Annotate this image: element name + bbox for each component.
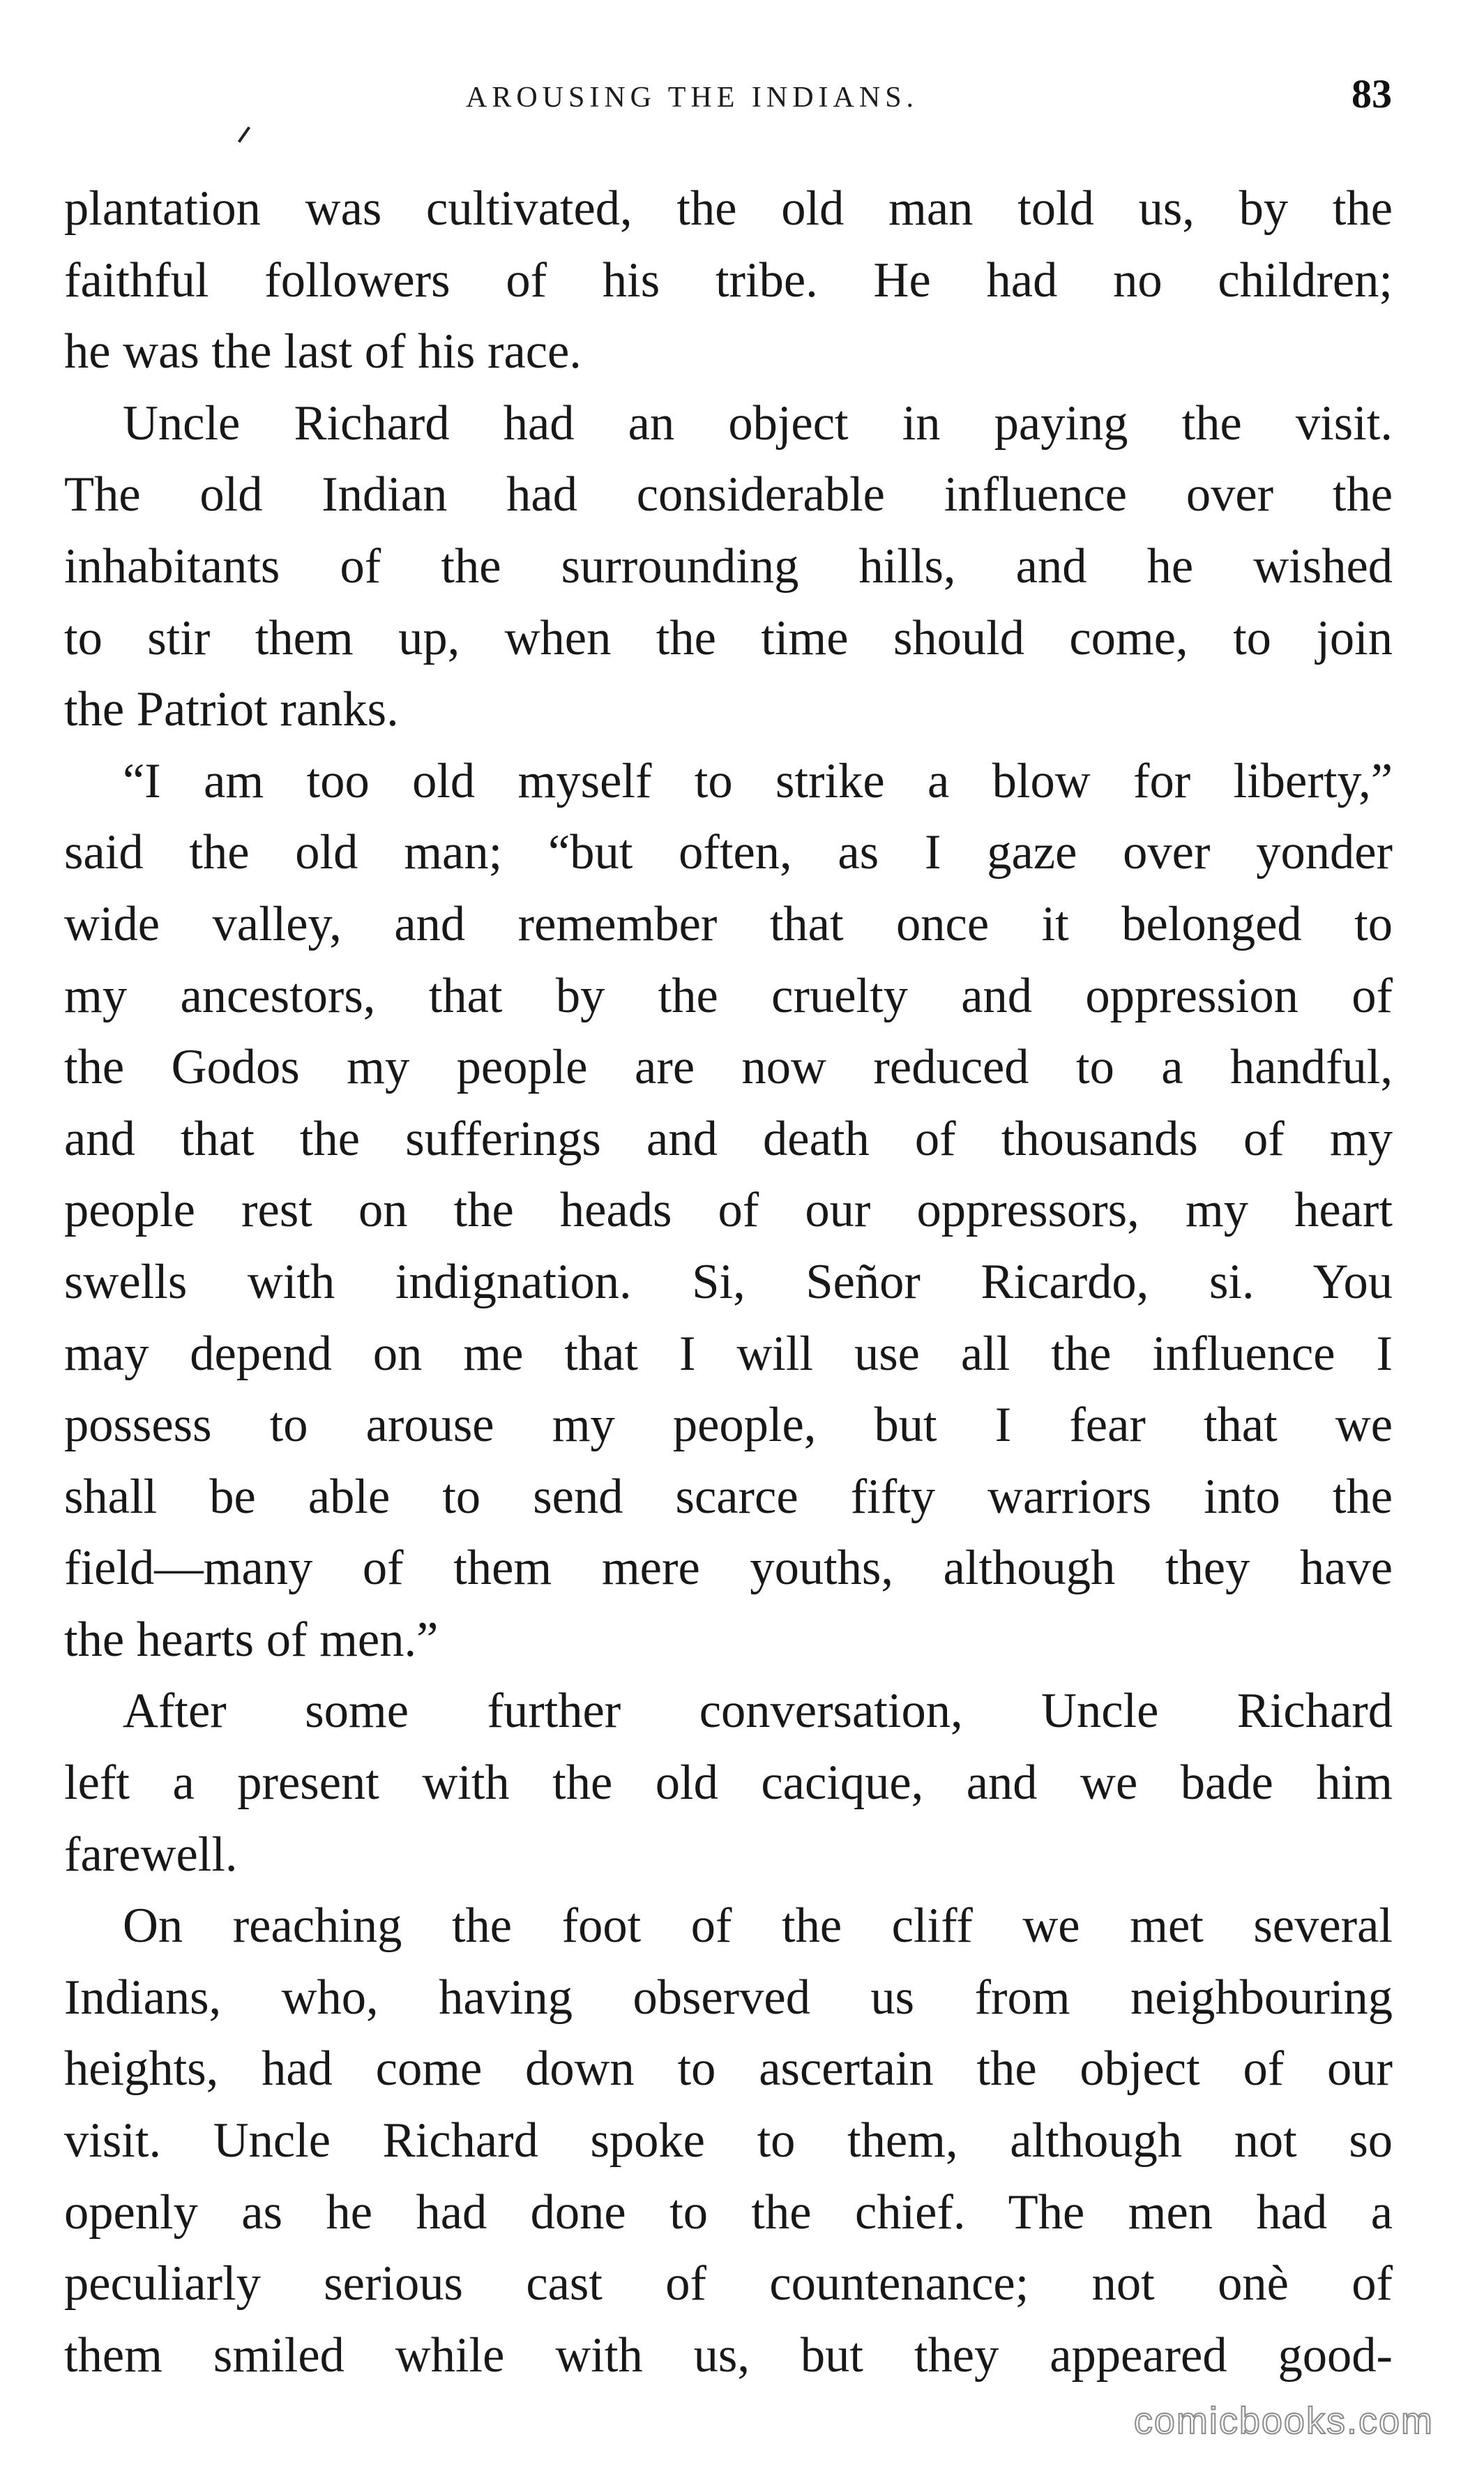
text-line: farewell. (64, 1827, 238, 1882)
running-head (0, 70, 1484, 126)
text-line: them smiled while with us, but they appeared good- (64, 2327, 1393, 2383)
text-line: swells with indignation. Si, Señor Ricardo, si. You (64, 1254, 1393, 1309)
text-line: he was the last of his race. (64, 324, 582, 379)
text-line: left a present with the old cacique, and we bade him (64, 1756, 1393, 1811)
body-text (64, 173, 1393, 2391)
text-line: peculiarly serious cast of countenance; not onè of (64, 2256, 1393, 2311)
text-line: Indians, who, having observed us from neighbouring (64, 1970, 1393, 2025)
text-line: Uncle Richard had an object in paying the visit. (123, 395, 1393, 451)
text-line: openly as he had done to the chief. The men had a (64, 2184, 1393, 2240)
text-line: visit. Uncle Richard spoke to them, although not so (64, 2113, 1393, 2168)
text-line: faithful followers of his tribe. He had no children; (64, 252, 1393, 308)
text-line: The old Indian had considerable influence over the (64, 467, 1393, 522)
text-line: people rest on the heads of our oppressors, my heart (64, 1183, 1393, 1238)
text-line: wide valley, and remember that once it belonged to (64, 896, 1393, 951)
text-line: may depend on me that I will use all the influence I (64, 1326, 1393, 1381)
text-line: said the old man; “but often, as I gaze over yonder (64, 825, 1393, 880)
text-line: and that the sufferings and death of thousands of my (64, 1111, 1393, 1166)
text-line: the Godos my people are now reduced to a handful, (64, 1040, 1393, 1095)
text-line: After some further conversation, Uncle Richard (123, 1684, 1393, 1739)
text-line: to stir them up, when the time should come, to join (64, 610, 1393, 665)
text-line: inhabitants of the surrounding hills, and he wished (64, 538, 1393, 594)
running-title: AROUSING THE INDIANS. (466, 82, 919, 114)
text-line: field—many of them mere youths, although they have (64, 1541, 1393, 1596)
text-line: On reaching the foot of the cliff we met several (123, 1899, 1393, 1954)
page-number: 83 (1352, 71, 1392, 116)
text-line: heights, had come down to ascertain the object of our (64, 2042, 1393, 2097)
watermark: comicbooks.com (1133, 2400, 1434, 2442)
text-line: “I am too old myself to strike a blow for liberty,” (123, 753, 1393, 808)
text-line: plantation was cultivated, the old man told us, by the (64, 181, 1393, 236)
stray-ink-mark (238, 126, 250, 143)
text-line: possess to arouse my people, but I fear that we (64, 1398, 1393, 1453)
text-line: the hearts of men.” (64, 1612, 439, 1667)
text-line: the Patriot ranks. (64, 682, 399, 737)
text-line: shall be able to send scarce fifty warriors into the (64, 1469, 1393, 1524)
text-line: my ancestors, that by the cruelty and oppression of (64, 968, 1393, 1023)
